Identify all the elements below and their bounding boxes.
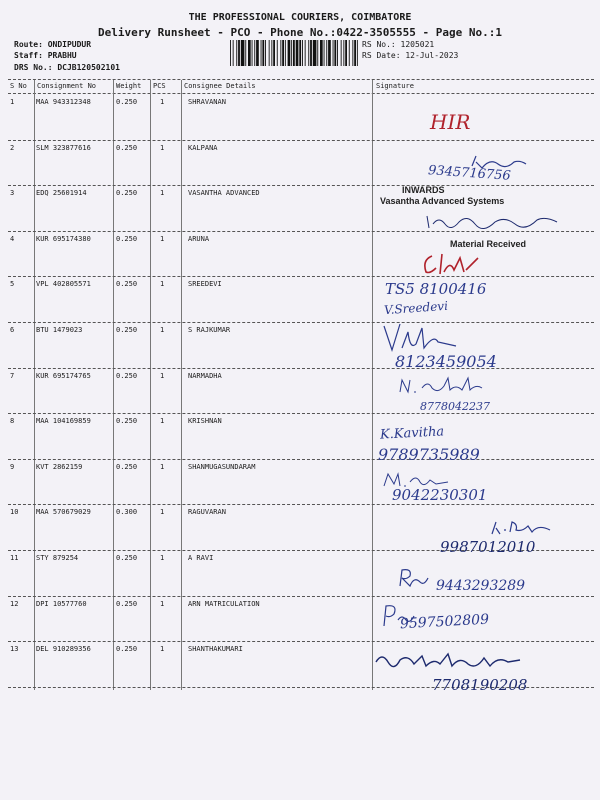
handwritten-signature (488, 518, 553, 538)
handwritten-name: K.Kavitha (379, 424, 445, 443)
handwritten-phone: 8123459054 (395, 352, 497, 371)
row-serial-number: 8 (10, 417, 15, 426)
row-consignee: SREEDEVI (188, 280, 222, 289)
col-header-consignee: Consignee Details (184, 82, 256, 90)
row-consignment-number: EDQ 25601914 (36, 189, 87, 198)
row-serial-number: 3 (10, 189, 15, 198)
row-consignee: SHANTHAKUMARI (188, 645, 243, 654)
row-consignee: RAGUVARAN (188, 508, 226, 517)
row-pieces: 1 (160, 371, 165, 380)
row-consignment-number: MAA 943312348 (36, 98, 91, 106)
row-pieces: 1 (160, 462, 165, 471)
handwritten-signature: HIR (430, 110, 471, 134)
row-consignee: NARMADHA (188, 371, 222, 380)
row-serial-number: 13 (10, 645, 19, 654)
row-serial-number: 2 (10, 143, 15, 152)
table-top-border (8, 79, 594, 80)
handwritten-signature (374, 650, 524, 672)
table-row (8, 231, 594, 278)
row-serial-number: 5 (10, 280, 15, 289)
row-serial-number: 9 (10, 462, 15, 471)
row-consignment-number: SLM 323877616 (36, 143, 91, 152)
handwritten-phone: TS5 8100416 (385, 280, 487, 298)
row-serial-number: 1 (10, 98, 15, 106)
staff-label: Staff: PRABHU (14, 51, 77, 60)
row-weight: 0.250 (116, 371, 138, 380)
row-consignee: SHANMUGASUNDARAM (188, 462, 256, 471)
table-row (8, 322, 594, 369)
row-weight: 0.250 (116, 462, 138, 471)
col-header-pcs: PCS (153, 82, 166, 90)
col-header-signature: Signature (376, 82, 414, 90)
row-consignment-number: MAA 104169859 (36, 417, 91, 426)
rs-number: RS No.: 1205021 (362, 40, 435, 49)
row-consignee: VASANTHA ADVANCED (188, 189, 260, 198)
handwritten-phone: 8778042237 (420, 400, 490, 413)
row-consignee: KALPANA (188, 143, 218, 152)
handwritten-phone: 7708190208 (432, 676, 528, 694)
row-weight: 0.250 (116, 554, 138, 562)
row-weight: 0.250 (116, 143, 138, 152)
table-row (8, 368, 594, 415)
row-weight: 0.300 (116, 508, 138, 517)
col-header-sno: S No (10, 82, 27, 90)
row-serial-number: 4 (10, 234, 15, 243)
row-pieces: 1 (160, 189, 165, 198)
row-pieces: 1 (160, 143, 165, 152)
row-weight: 0.250 (116, 417, 138, 426)
row-pieces: 1 (160, 98, 165, 106)
handwritten-signature (396, 566, 432, 590)
row-pieces: 1 (160, 234, 165, 243)
table-row (8, 459, 594, 506)
row-consignment-number: DEL 910289356 (36, 645, 91, 654)
row-consignee: A RAVI (188, 554, 214, 562)
handwritten-signature (396, 374, 486, 396)
handwritten-signature (425, 210, 560, 232)
row-weight: 0.250 (116, 98, 138, 106)
row-consignment-number: KUR 695174380 (36, 234, 91, 243)
row-consignee: ARUNA (188, 234, 210, 243)
handwritten-phone: 9042230301 (392, 486, 488, 504)
rs-date: RS Date: 12-Jul-2023 (362, 51, 459, 60)
row-pieces: 1 (160, 280, 165, 289)
runsheet-subtitle: Delivery Runsheet - PCO - Phone No.:0422-3505555 - Page No.:1 (98, 26, 502, 39)
inwards-stamp: INWARDS (402, 185, 445, 195)
col-header-weight: Weight (116, 82, 142, 90)
handwritten-phone: 9789735989 (378, 445, 480, 464)
table-row (8, 276, 594, 323)
handwritten-phone: 9987012010 (440, 538, 536, 556)
row-serial-number: 6 (10, 326, 15, 334)
handwritten-phone: 9597502809 (399, 611, 490, 633)
row-pieces: 1 (160, 554, 165, 562)
row-weight: 0.250 (116, 234, 138, 243)
row-consignment-number: KUR 695174765 (36, 371, 91, 380)
company-title: THE PROFESSIONAL COURIERS, COIMBATORE (188, 12, 412, 23)
row-consignee: ARN MATRICULATION (188, 599, 260, 608)
row-serial-number: 11 (10, 554, 19, 562)
row-serial-number: 7 (10, 371, 15, 380)
handwritten-signature (420, 250, 480, 278)
col-header-consignment: Consignment No (37, 82, 97, 90)
row-serial-number: 12 (10, 599, 19, 608)
row-weight: 0.250 (116, 280, 138, 289)
row-serial-number: 10 (10, 508, 19, 517)
barcode-image (230, 40, 358, 66)
handwritten-phone: 9443293289 (436, 578, 526, 594)
route-label: Route: ONDIPUDUR (14, 40, 92, 49)
handwritten-name: V.Sreedevi (383, 298, 449, 318)
row-pieces: 1 (160, 326, 165, 334)
row-consignee: S RAJKUMAR (188, 326, 231, 334)
row-consignment-number: VPL 402805571 (36, 280, 91, 289)
row-pieces: 1 (160, 645, 165, 654)
row-pieces: 1 (160, 599, 165, 608)
handwritten-phone: 9345716756 (427, 163, 512, 184)
table-row (8, 596, 594, 643)
row-consignment-number: BTU 1479023 (36, 326, 83, 334)
row-consignee: SHRAVANAN (188, 98, 226, 106)
table-row (8, 94, 594, 141)
material-received-stamp: Material Received (450, 239, 527, 249)
drs-number: DRS No.: DCJB120502101 (14, 63, 120, 72)
row-weight: 0.250 (116, 326, 138, 334)
table-row (8, 413, 594, 460)
row-consignment-number: STY 879254 (36, 554, 79, 562)
row-pieces: 1 (160, 508, 165, 517)
row-pieces: 1 (160, 417, 165, 426)
row-consignment-number: MAA 570679029 (36, 508, 91, 517)
company-stamp: Vasantha Advanced Systems (380, 196, 505, 206)
row-consignment-number: DPI 10577760 (36, 599, 87, 608)
row-weight: 0.250 (116, 645, 138, 654)
row-consignment-number: KVT 2862159 (36, 462, 83, 471)
row-weight: 0.250 (116, 599, 138, 608)
row-weight: 0.250 (116, 189, 138, 198)
handwritten-signature (380, 320, 460, 356)
row-consignee: KRISHNAN (188, 417, 222, 426)
